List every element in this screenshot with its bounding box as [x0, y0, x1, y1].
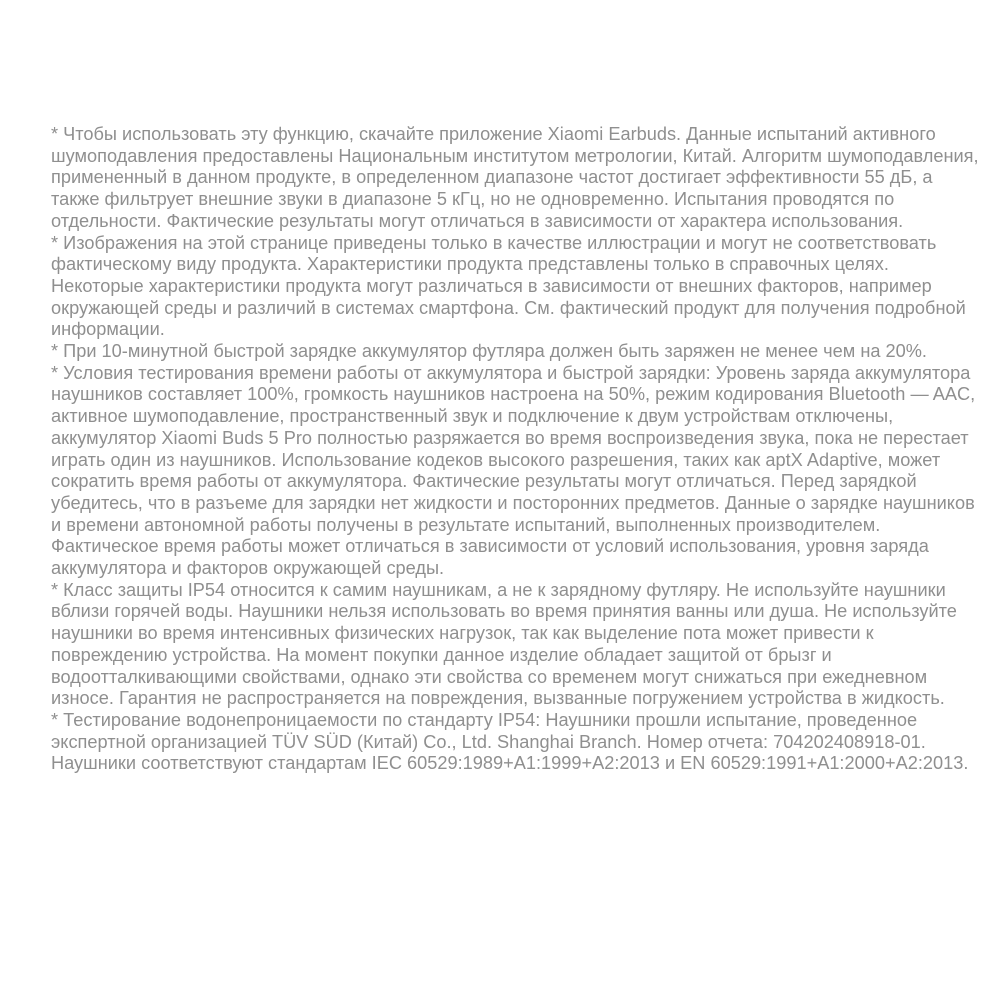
footnote-battery-test: * Условия тестирования времени работы от аккумулятора и быстрой зарядки: Уровень заряда аккумулятора наушников составляет 100%, громкость наушников настроена на 50%, режим кодирования Bluetooth — AAC, активное шумоподавление, пространственный звук и подключение к двум устройствам отключены, аккумулятор Xiaomi Buds 5 Pro полностью разряжается во время воспроизведения звука, пока не перестает играть один из наушников. Использование кодеков высокого разрешения, таких как aptX Adaptive, может сократить время работы от аккумулятора. Фактические результаты могут отличаться. Перед зарядкой убедитесь, что в разъеме для зарядки нет жидкости и посторонних предметов. Данные о зарядке наушников и времени автономной работы получены в результате испытаний, выполненных производителем. Фактическое время работы может отличаться в зависимости от условий использования, уровня заряда аккумулятора и факторов окружающей среды. — [51, 362, 976, 579]
disclaimer-text-block — [51, 124, 981, 775]
footnote-ip54-class: * Класс защиты IP54 относится к самим наушникам, а не к зарядному футляру. Не используйте наушники вблизи горячей воды. Наушники нельзя использовать во время принятия ванны или душа. Не используйте наушники во время интенсивных физических нагрузок, так как выделение пота может привести к повреждению устройства. На момент покупки данное изделие обладает защитой от брызг и водоотталкивающими свойствами, однако эти свойства со временем могут снижаться при ежедневном износе. Гарантия не распространяется на повреждения, вызванные погружением устройства в жидкость. — [51, 579, 957, 709]
footnote-anc: * Чтобы использовать эту функцию, скачайте приложение Xiaomi Earbuds. Данные испытаний активного шумоподавления предоставлены Национальным институтом метрологии, Китай. Алгоритм шумоподавления, примененный в данном продукте, в определенном диапазоне частот достигает эффективности 55 дБ, а также фильтрует внешние звуки в диапазоне 5 кГц, но не одновременно. Испытания проводятся по отдельности. Фактические результаты могут отличаться в зависимости от характера использования. — [51, 124, 979, 231]
footnote-fast-charge: * При 10-минутной быстрой зарядке аккумулятор футляра должен быть заряжен не менее чем на 20%. — [51, 341, 927, 362]
footnote-ip54-test: * Тестирование водонепроницаемости по стандарту IP54: Наушники прошли испытание, проведенное экспертной организацией TÜV SÜD (Китай) Co., Ltd. Shanghai Branch. Номер отчета: 704202408918-01. Наушники соответствуют стандартам IEC 60529:1989+A1:1999+A2:2013 и EN 60529:1991+A1:2000+A2:2013. — [51, 709, 969, 774]
footnote-images: * Изображения на этой странице приведены только в качестве иллюстрации и могут не соответствовать фактическому виду продукта. Характеристики продукта представлены только в справочных целях. Некоторые характеристики продукта могут различаться в зависимости от внешних факторов, например окружающей среды и различий в системах смартфона. См. фактический продукт для получения подробной информации. — [51, 232, 966, 340]
